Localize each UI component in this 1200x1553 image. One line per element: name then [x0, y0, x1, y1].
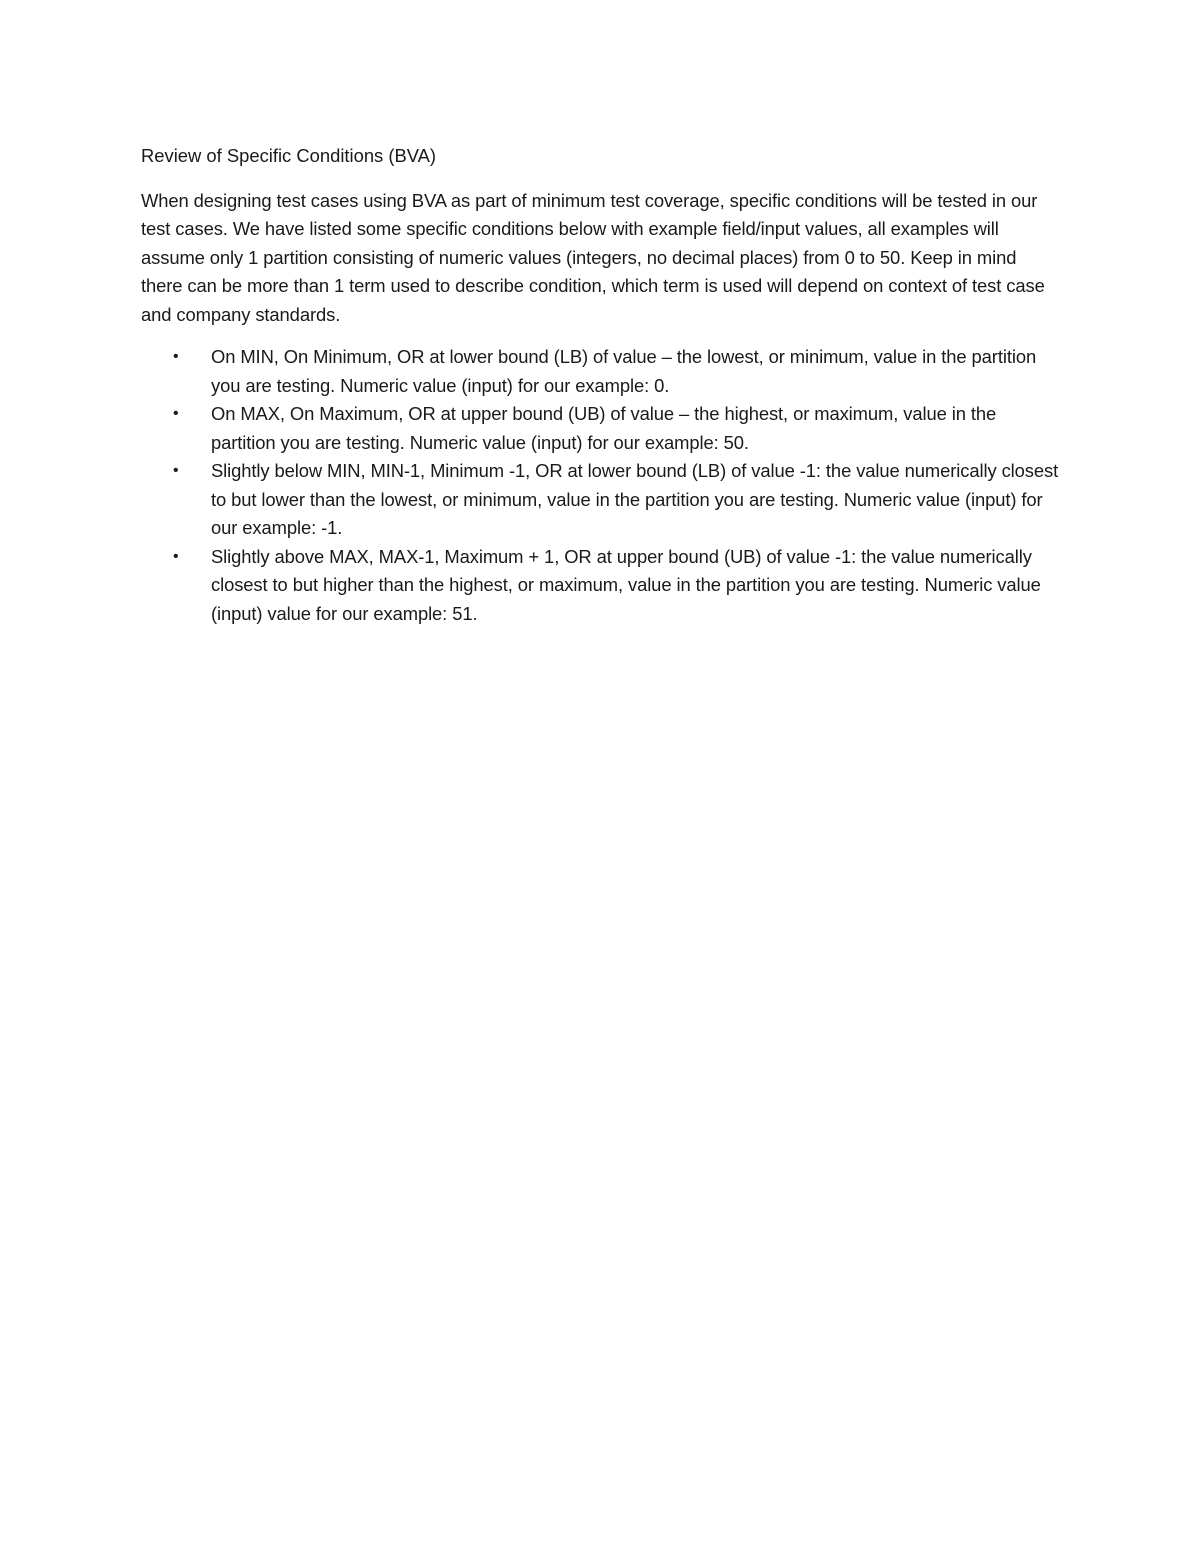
document-body [141, 142, 1059, 628]
condition-item [141, 343, 1059, 400]
condition-item [141, 457, 1059, 543]
conditions-list [141, 343, 1059, 628]
bullet-icon: • [173, 348, 179, 365]
condition-text: Slightly above MAX, MAX-1, Maximum + 1, OR at upper bound (UB) of value -1: the value numerically closest to but higher than the highest, or maximum, value in the partition you are testing. Numeric value (input) value for our example: 51. [211, 545, 1041, 624]
bullet-icon: • [173, 547, 179, 565]
bullet-icon: • [173, 405, 179, 422]
condition-text: On MIN, On Minimum, OR at lower bound (LB) of value – the lowest, or minimum, value in the partition you are testing. Numeric value (input) for our example: 0. [211, 346, 1037, 396]
condition-text: On MAX, On Maximum, OR at upper bound (UB) of value – the highest, or maximum, value in the partition you are testing. Numeric value (input) for our example: 50. [211, 403, 997, 453]
bullet-icon: • [173, 462, 179, 479]
condition-item [141, 543, 1059, 629]
intro-paragraph: When designing test cases using BVA as part of minimum test coverage, specific conditions will be tested in our test cases. We have listed some specific conditions below with example field/input values, all examples will assume only 1 partition consisting of numeric values (integers, no decimal places) from 0 to 50. Keep in mind there can be more than 1 term used to describe condition, which term is used will depend on context of test case and company standards. [141, 189, 1045, 325]
condition-item [141, 400, 1059, 457]
document-title: Review of Specific Conditions (BVA) [141, 145, 437, 166]
condition-text: Slightly below MIN, MIN-1, Minimum -1, OR at lower bound (LB) of value -1: the value numerically closest to but lower than the lowest, or minimum, value in the partition you are testing. Numeric value (input) for our example: -1. [211, 460, 1059, 538]
